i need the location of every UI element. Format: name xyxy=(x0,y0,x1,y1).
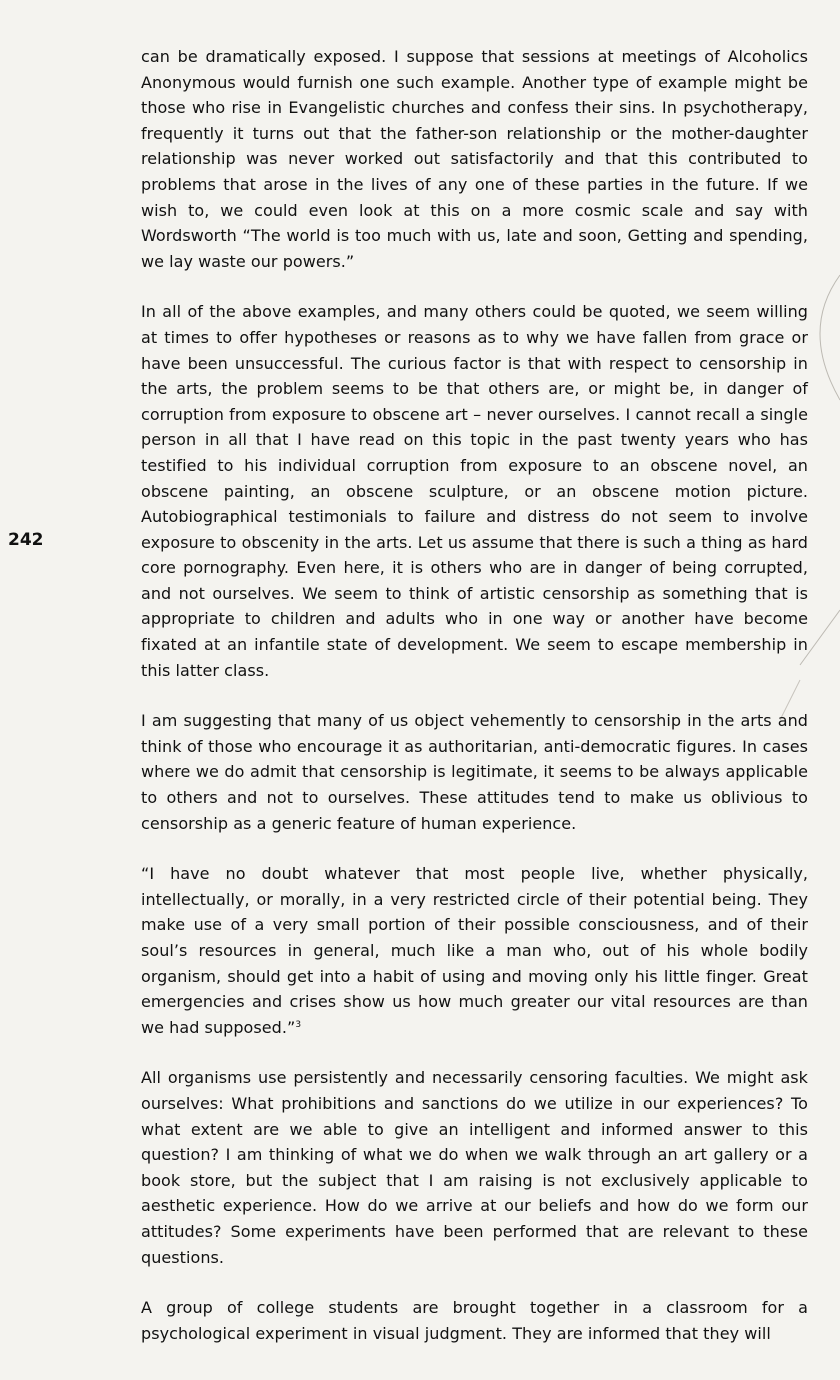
quotation-text: “I have no doubt whatever that most people live, whether physically, intellectually, or morally, in a very restricted circle of their potential being. They make use of a very small portion of their possible consciousness, and of their soul’s resources in general, much like a man who, out of his whole bodily organism, should get into a habit of using and moving only his little finger. Great emergencies and crises show us how much greater our vital resources are than we had supposed.” xyxy=(141,864,808,1037)
text-body xyxy=(141,44,808,1346)
bleed-arc-upper xyxy=(820,275,840,400)
paragraph: In all of the above examples, and many others could be quoted, we seem willing at times to offer hypotheses or reasons as to why we have fallen from grace or have been unsuccessful. The curious factor is that with respect to censorship in the arts, the problem seems to be that others are, or might be, in danger of corruption from exposure to obscene art – never ourselves. I cannot recall a single person in all that I have read on this topic in the past twenty years who has testified to his individual corruption from exposure to an obscene novel, an obscene painting, an obscene sculpture, or an obscene motion picture. Autobiographical testimonials to failure and distress do not seem to involve exposure to obscenity in the arts. Let us assume that there is such a thing as hard core pornography. Even here, it is others who are in danger of being corrupted, and not ourselves. We seem to think of artistic censorship as something that is appropriate to children and adults who in one way or another have become fixated at an infantile state of development. We seem to escape membership in this latter class. xyxy=(141,302,808,680)
paragraph: All organisms use persistently and necessarily censoring faculties. We might ask ourselves: What prohibitions and sanctions do we utilize in our experiences? To what extent are we able to give an intelligent and informed answer to this question? I am thinking of what we do when we walk through an art gallery or a book store, but the subject that I am raising is not exclusively applicable to aesthetic experience. How do we arrive at our beliefs and how do we form our attitudes? Some experiments have been performed that are relevant to these questions. xyxy=(141,1068,808,1267)
paragraph: can be dramatically exposed. I suppose that sessions at meetings of Alcoholics Anonymous would furnish one such example. Another type of example might be those who rise in Evangelistic churches and confess their sins. In psychotherapy, frequently it turns out that the father-son relationship or the mother-daughter relationship was never worked out satisfactorily and that this contributed to problems that arose in the lives of any one of these parties in the future. If we wish to, we could even look at this on a more cosmic scale and say with Wordsworth “The world is too much with us, late and soon, Getting and spending, we lay waste our powers.” xyxy=(141,47,808,271)
quotation-paragraph xyxy=(141,861,808,1040)
footnote-reference[interactable]: 3 xyxy=(295,1019,302,1030)
paragraph: I am suggesting that many of us object vehemently to censorship in the arts and think of those who encourage it as authoritarian, anti-democratic figures. In cases where we do admit that censorship is legitimate, it seems to be always applicable to others and not to ourselves. These attitudes tend to make us oblivious to censorship as a generic feature of human experience. xyxy=(141,711,808,833)
page-number: 242 xyxy=(8,530,44,550)
paragraph: A group of college students are brought together in a classroom for a psychological experiment in visual judgment. They are informed that they will xyxy=(141,1298,808,1343)
